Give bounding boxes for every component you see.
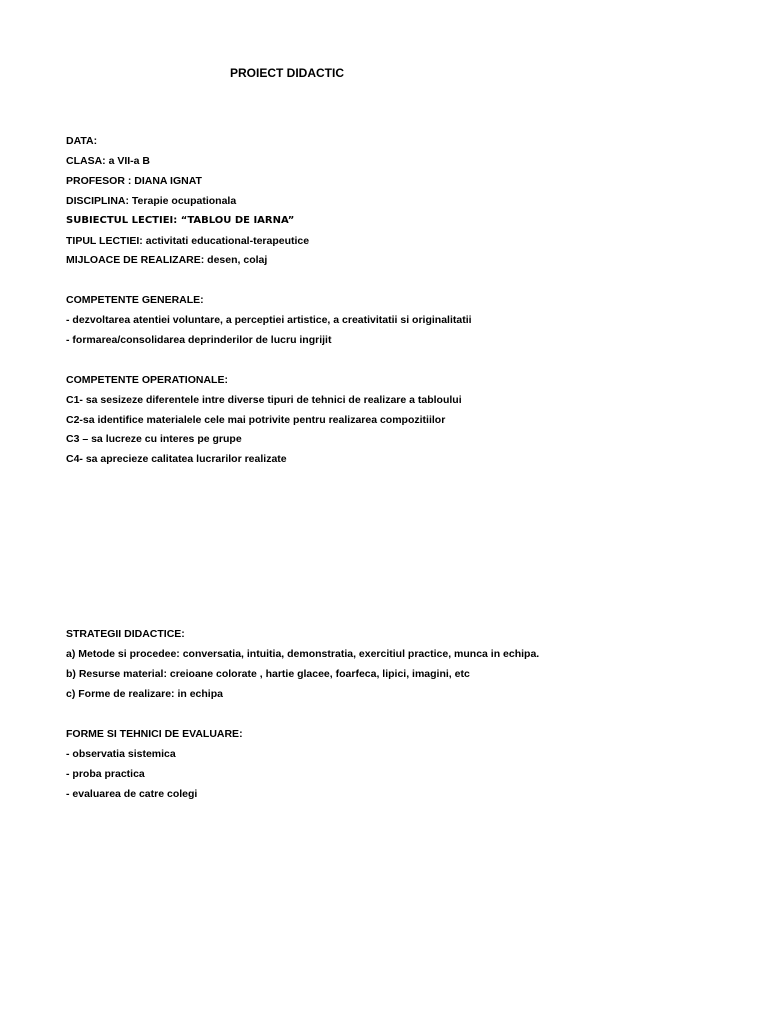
competente-generale-heading: COMPETENTE GENERALE: xyxy=(66,294,204,306)
tipul-line: TIPUL LECTIEI: activitati educational-terapeutice xyxy=(66,235,310,247)
strategii-item: c) Forme de realizare: in echipa xyxy=(66,688,223,700)
evaluare-item: - evaluarea de catre colegi xyxy=(66,788,198,800)
evaluare-item: - observatia sistemica xyxy=(66,748,176,760)
mijloace-line: MIJLOACE DE REALIZARE: desen, colaj xyxy=(66,254,268,266)
competente-operationale-item: C1- sa sesizeze diferentele intre diverse tipuri de tehnici de realizare a tabloului xyxy=(66,394,462,406)
competente-operationale-item: C3 – sa lucreze cu interes pe grupe xyxy=(66,433,242,445)
document-title: PROIECT DIDACTIC xyxy=(230,66,344,80)
strategii-item: b) Resurse material: creioane colorate , hartie glacee, foarfeca, lipici, imagini, etc xyxy=(66,668,470,680)
disciplina-line: DISCIPLINA: Terapie ocupationala xyxy=(66,195,237,207)
competente-operationale-item: C4- sa aprecieze calitatea lucrarilor realizate xyxy=(66,453,287,465)
subiectul-line: SUBIECTUL LECTIEI: “TABLOU DE IARNA” xyxy=(66,215,295,226)
profesor-line: PROFESOR : DIANA IGNAT xyxy=(66,175,202,187)
strategii-heading: STRATEGII DIDACTICE: xyxy=(66,628,185,640)
evaluare-heading: FORME SI TEHNICI DE EVALUARE: xyxy=(66,728,243,740)
clasa-line: CLASA: a VII-a B xyxy=(66,155,151,167)
competente-operationale-heading: COMPETENTE OPERATIONALE: xyxy=(66,374,228,386)
competente-generale-item: - formarea/consolidarea deprinderilor de lucru ingrijit xyxy=(66,334,332,346)
competente-generale-item: - dezvoltarea atentiei voluntare, a perceptiei artistice, a creativitatii si originalitatii xyxy=(66,314,472,326)
competente-operationale-item: C2-sa identifice materialele cele mai potrivite pentru realizarea compozitiilor xyxy=(66,414,446,426)
data-line: DATA: xyxy=(66,135,98,147)
evaluare-item: - proba practica xyxy=(66,768,145,780)
strategii-item: a) Metode si procedee: conversatia, intuitia, demonstratia, exercitiul practice, munca in echipa. xyxy=(66,648,540,660)
